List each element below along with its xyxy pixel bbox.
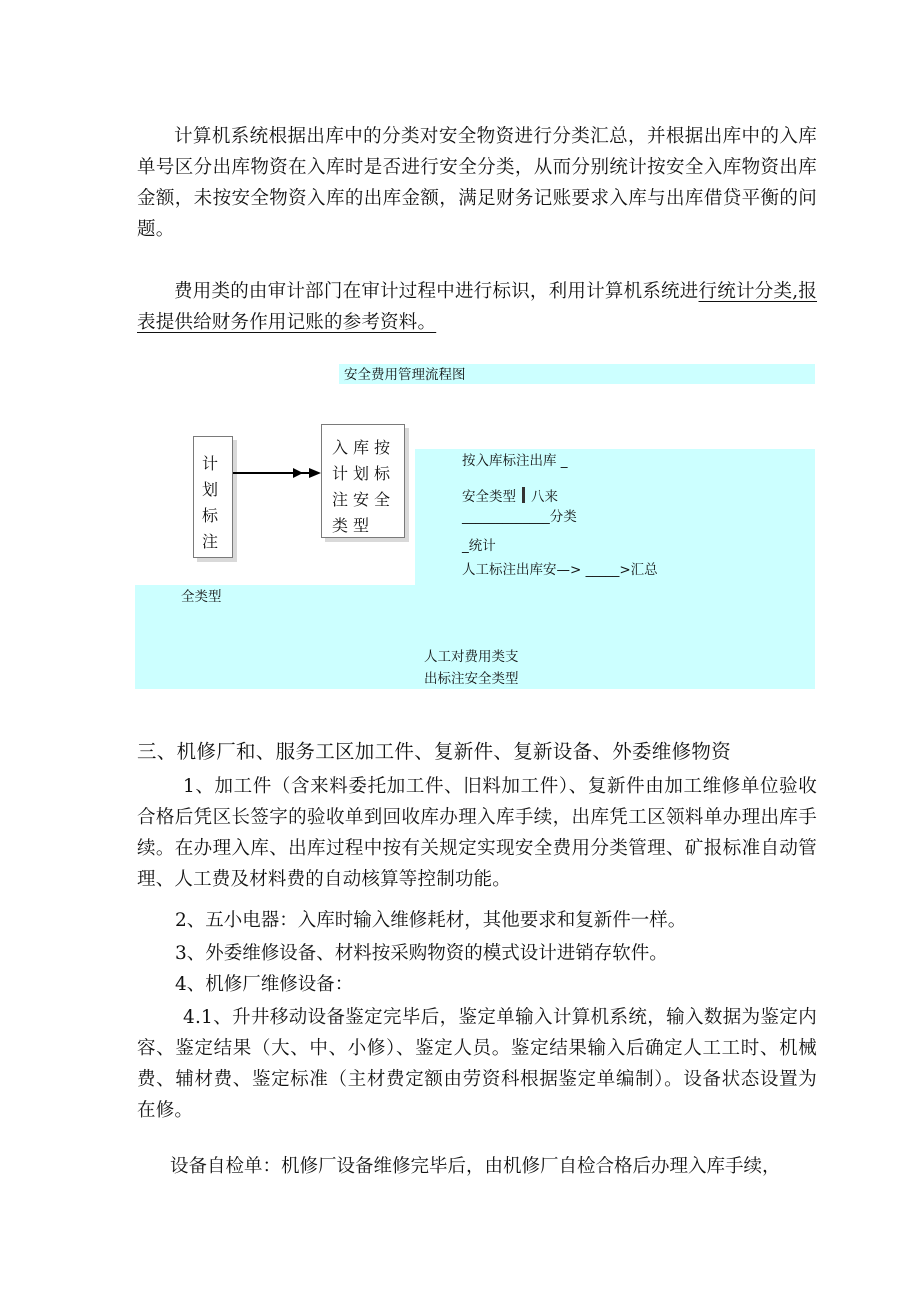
item-1: 1、加工件（含来料委托加工件、旧料加工件）、复新件由加工维修单位验收合格后凭区长签字的验收单到回收库办理入库手续，出库凭工区领料单办理出库手续。在办理入库、出库过程中按有关规定实现安全费用分类管理、矿报标准自动管理、人工费及材料费的自动核算等控制功能。 [137, 776, 817, 890]
right-line-5: 人工标注出库安—> _____>汇总 [462, 562, 658, 578]
paragraph-expense-underlined: 行统计分类,报表提供给财务作用记账的参考资料。 [137, 281, 818, 333]
right-line-2 [462, 487, 558, 506]
box-inbound-mark-label: 入库按计划标注安全类型 [332, 438, 396, 535]
paragraph-expense-plain: 费用类的由审计部门在审计过程中进行标识，利用计算机系统进 [174, 281, 699, 302]
right-line-3 [462, 508, 577, 526]
right-line-3a: _____________ [462, 509, 550, 525]
last-line: 设备自检单：机修厂设备维修完毕后，由机修厂自检合格后办理入库手续， [170, 1156, 781, 1177]
left-bottom-label: 全类型 [181, 589, 222, 605]
diagram-title: 安全费用管理流程图 [344, 367, 466, 383]
right-line-4: _统计 [462, 538, 496, 554]
box-inbound-mark [321, 424, 405, 538]
item-2: 2、五小电器：入库时输入维修耗材，其他要求和复新件一样。 [175, 910, 687, 931]
item-4-1: 4.1、升井移动设备鉴定完毕后，鉴定单输入计算机系统，输入数据为鉴定内容、鉴定结果（大、中、小修）、鉴定人员。鉴定结果输入后确定人工工时、机械费、辅材费、鉴定标准（主材费定额由劳资科根据鉴定单编制）。设备状态设置为在修。 [137, 1007, 817, 1121]
item-3: 3、外委维修设备、材料按采购物资的模式设计进销存软件。 [175, 943, 668, 964]
box-plan-mark-label: 计划标注 [202, 454, 219, 551]
right-line-1: 按入库标注出库 _ [462, 453, 568, 469]
section-heading: 三、机修厂和、服务工区加工件、复新件、复新设备、外委维修物资 [137, 740, 732, 763]
arrow-plan-to-inbound [231, 466, 323, 480]
right-line-3b: 分类 [549, 509, 577, 525]
right-line-2b: 八来 [531, 489, 558, 505]
box-plan-mark [193, 436, 233, 558]
bottom-line-2: 出标注安全类型 [424, 671, 519, 687]
right-line-2a: 安全类型 [462, 489, 516, 505]
bottom-line-1: 人工对费用类支 [424, 649, 519, 665]
paragraph-expense [137, 276, 817, 338]
paragraph-summary: 计算机系统根据出库中的分类对安全物资进行分类汇总，并根据出库中的入库单号区分出库物资在入库时是否进行安全分类，从而分别统计按安全入库物资出库金额，未按安全物资入库的出库金额，满足财务记账要求入库与出库借贷平衡的问题。 [137, 126, 817, 240]
vertical-bar [522, 487, 525, 503]
item-4: 4、机修厂维修设备： [175, 974, 354, 995]
